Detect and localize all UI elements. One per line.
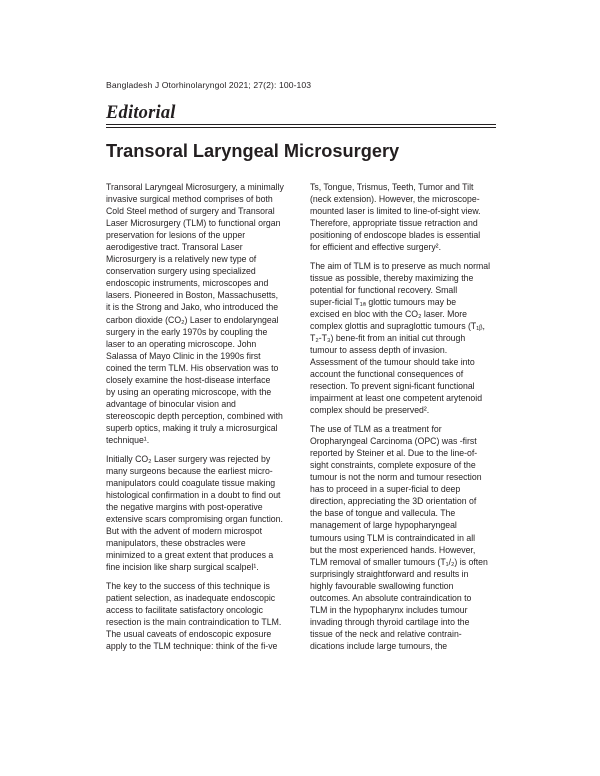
article-title: Transoral Laryngeal Microsurgery xyxy=(106,141,400,161)
text-line: for efficient and effective surgery². xyxy=(310,242,442,253)
text-line: tumours using TLM is contraindicated in all xyxy=(310,532,476,543)
text-line: Therefore, appropriate tissue retraction and xyxy=(310,218,478,229)
text-line: impairment at least one competent arytenoid xyxy=(310,393,483,404)
text-line: But with the advent of modern microspot xyxy=(106,525,263,536)
text-line: complex should be preserved². xyxy=(310,405,430,416)
text-line: the negative margins with post-operative xyxy=(106,501,263,512)
text-line: tumour is not the norm and tumour resection xyxy=(310,472,482,483)
paragraph xyxy=(310,423,496,652)
paragraph xyxy=(310,260,496,417)
text-line: Laser Microsurgery (TLM) to functional organ xyxy=(106,218,281,229)
text-line: (neck extension). However, the microscope- xyxy=(310,194,480,205)
text-line: resection. To prevent signi-ficant functional xyxy=(310,381,475,392)
text-line: has to proceed in a super-ficial to deep xyxy=(310,484,461,495)
paragraph xyxy=(310,181,496,253)
text-line: patient selection, as inadequate endoscopic xyxy=(106,592,276,603)
text-line: Ts, Tongue, Trismus, Teeth, Tumor and Tilt xyxy=(310,182,474,192)
text-line: Oropharyngeal Carcinoma (OPC) was -first xyxy=(310,436,477,447)
text-line: carbon dioxide (CO₂) Laser to endolaryngeal xyxy=(106,314,279,325)
text-line: histological confirmation in a doubt to find out xyxy=(106,489,281,500)
text-line: fine incision like sharp surgical scalpel¹. xyxy=(106,562,259,573)
text-line: Transoral Laryngeal Microsurgery, a minimally xyxy=(106,182,284,192)
text-line: surprisingly straightforward and results in xyxy=(310,568,469,579)
text-line: technique¹. xyxy=(106,434,150,445)
text-line: The usual caveats of endoscopic exposure xyxy=(106,628,272,639)
text-line: conservation surgery using specialized xyxy=(106,266,256,277)
left-column xyxy=(106,181,292,659)
text-line: lasers. Pioneered in Boston, Massachusetts, xyxy=(106,290,279,301)
text-line: The key to the success of this technique is xyxy=(106,580,270,591)
section-rule-bottom xyxy=(106,127,496,128)
text-line: apply to the TLM technique: think of the fi-ve xyxy=(106,640,278,651)
text-line: Cold Steel method of surgery and Transoral xyxy=(106,206,275,217)
text-line: potential for functional recovery. Small xyxy=(310,284,458,295)
text-line: positioning of endoscope blades is essential xyxy=(310,230,481,241)
text-line: it is the Strong and Jako, who introduced the xyxy=(106,302,279,313)
text-line: The use of TLM as a treatment for xyxy=(310,424,442,435)
text-line: coined the term TLM. His observation was to xyxy=(106,362,279,373)
text-line: Initially CO₂ Laser surgery was rejected by xyxy=(106,453,271,464)
paragraph xyxy=(106,181,292,446)
text-line: surgery in the early 1970s by coupling the xyxy=(106,326,268,337)
text-line: Microsurgery is a relatively new type of xyxy=(106,254,257,265)
text-line: by using an operating microscope, with the xyxy=(106,386,272,397)
text-line: preservation for lesions of the upper xyxy=(106,230,246,241)
text-line: reported by Steiner et al. Due to the line-of- xyxy=(310,448,478,459)
text-line: TLM in the hypopharynx includes tumour xyxy=(310,604,468,615)
text-line: tissue of the neck and relative contrain- xyxy=(310,628,462,639)
text-line: manipulators, these obstracles were xyxy=(106,537,246,548)
text-line: mounted laser is limited to line-of-sight view. xyxy=(310,206,481,217)
text-line: Salassa of Mayo Clinic in the 1990s first xyxy=(106,350,261,361)
text-line: dications include large tumours, the xyxy=(310,640,448,651)
text-line: management of large hypopharyngeal xyxy=(310,520,457,531)
text-line: T₂-T₃) bene-fit from an initial cut through xyxy=(310,333,466,344)
text-line: closely examine the host-disease interface xyxy=(106,374,271,385)
text-line: tissue as possible, thereby maximizing the xyxy=(310,272,474,283)
text-line: advantage of binocular vision and xyxy=(106,398,236,409)
section-rule-top xyxy=(106,124,496,125)
right-column xyxy=(310,181,496,659)
text-line: The aim of TLM is to preserve as much normal xyxy=(310,260,491,271)
text-line: endoscopic instruments, microscopes and xyxy=(106,278,269,289)
text-line: superb optics, making it truly a microsurgical xyxy=(106,422,278,433)
text-line: minimized to a great extent that produces a xyxy=(106,550,274,560)
text-line: resection is the main contraindication to TLM. xyxy=(106,616,282,627)
text-line: super-ficial T₁ₐ glottic tumours may be xyxy=(310,297,457,308)
text-line: invading through thyroid cartilage into the xyxy=(310,616,470,627)
text-line: account the functional consequences of xyxy=(310,369,464,380)
text-line: laser to an operating microscope. John xyxy=(106,338,257,349)
text-line: TLM removal of smaller tumours (T₁/₂) is often xyxy=(310,556,488,567)
text-line: many surgeons because the earliest micro- xyxy=(106,465,273,476)
text-line: highly favourable swallowing function xyxy=(310,580,454,591)
text-line: stereoscopic depth perception, combined with xyxy=(106,410,283,421)
text-line: sight constraints, complete exposure of the xyxy=(310,460,476,471)
section-heading: Editorial xyxy=(106,103,176,123)
text-line: extensive scars compromising organ function. xyxy=(106,513,283,524)
text-line: Assessment of the tumour should take into xyxy=(310,357,475,368)
text-line: direction, appreciating the 3D orientation of xyxy=(310,496,477,507)
text-line: invasive surgical method comprises of both xyxy=(106,194,273,205)
paragraph xyxy=(106,580,292,652)
text-line: outcomes. An absolute contraindication to xyxy=(310,592,472,603)
text-line: aerodigestive tract. Transoral Laser xyxy=(106,242,243,253)
text-line: excised en bloc with the CO₂ laser. More xyxy=(310,309,468,320)
paragraph xyxy=(106,453,292,573)
text-line: tumour to assess depth of invasion. xyxy=(310,345,448,356)
journal-citation: Bangladesh J Otorhinolaryngol 2021; 27(2): 100-103 xyxy=(106,80,312,90)
text-line: manipulators could coagulate tissue making xyxy=(106,477,276,488)
text-line: but the most experienced hands. However, xyxy=(310,544,476,555)
text-line: access to facilitate satisfactory oncologic xyxy=(106,604,264,615)
text-line: the base of tongue and vallecula. The xyxy=(310,508,456,519)
text-line: complex glottis and supraglottic tumours (T₁ᵦ, xyxy=(310,321,485,332)
